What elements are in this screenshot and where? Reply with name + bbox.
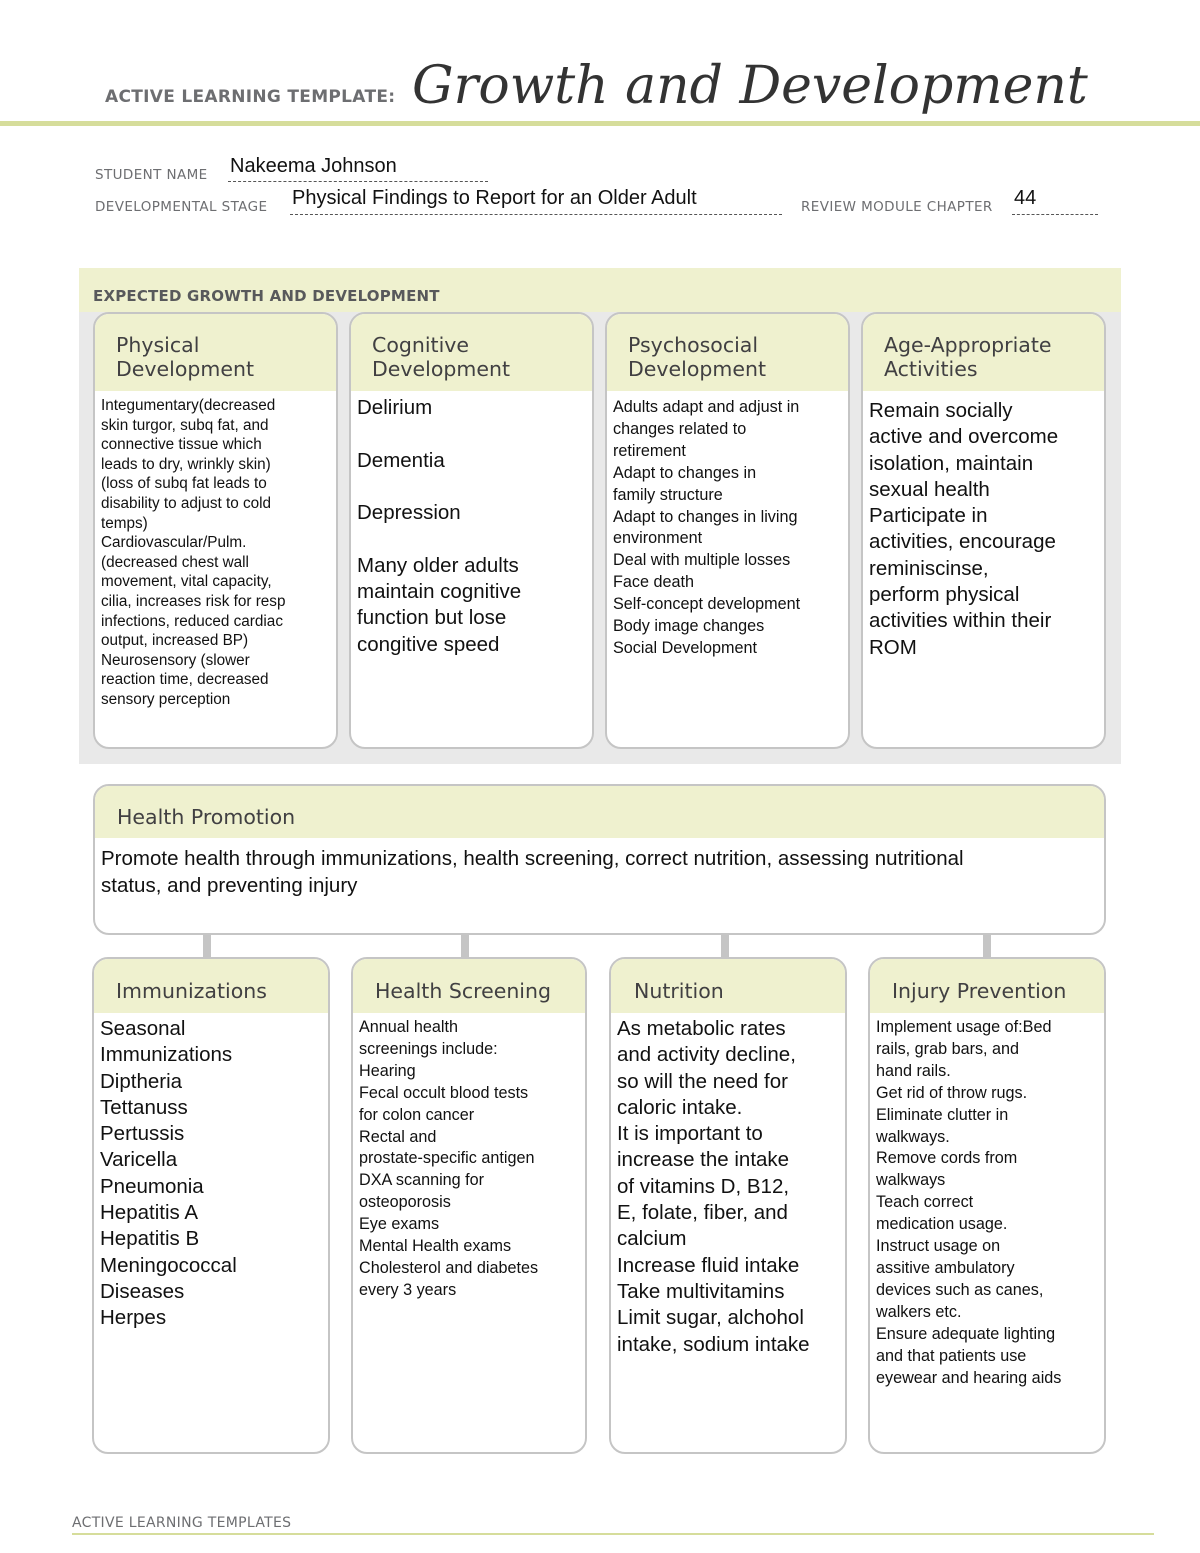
age-appropriate-activities-title: Age-Appropriate Activities (863, 314, 1104, 391)
review-chapter-underline (1012, 214, 1098, 215)
student-name-label: STUDENT NAME (95, 167, 208, 183)
connector-injury-prevention (983, 935, 991, 959)
page-title: Growth and Development (412, 56, 1088, 116)
nutrition-title: Nutrition (611, 959, 845, 1013)
nutrition-text: As metabolic rates and activity decline, so will the need for caloric intake. It is important to increase the intake of vitamins D, B12, E, folate, fiber, and calcium Increase fluid intake Take multivitamins Limit sugar, alchohol intake, sodium intake (617, 1017, 810, 1356)
footer-divider (72, 1533, 1154, 1535)
student-name-value: Nakeema Johnson (230, 155, 397, 177)
immunizations-text: Seasonal Immunizations Diptheria Tettanuss Pertussis Varicella Pneumonia Hepatitis A Hepatitis B Meningococcal Diseases Herpes (100, 1017, 237, 1330)
immunizations-card (92, 957, 330, 1454)
physical-development-text: Integumentary(decreased skin turgor, subq fat, and connective tissue which leads to dry, wrinkly skin) (loss of subq fat leads to disability to adjust to cold temps) Cardiovascular/Pulm. (decreased chest wall movement, vital capacity, cilia, increases risk for resp infections, reduced cardiac output, increased BP) Neurosensory (slower reaction time, decreased sensory perception (101, 397, 286, 708)
review-chapter-label: REVIEW MODULE CHAPTER (801, 199, 993, 215)
health-screening-card (351, 957, 587, 1454)
header-divider (0, 121, 1200, 126)
cognitive-development-title: Cognitive Development (351, 314, 592, 391)
developmental-stage-label: DEVELOPMENTAL STAGE (95, 199, 268, 215)
injury-prevention-text: Implement usage of:Bed rails, grab bars, and hand rails. Get rid of throw rugs. Eliminate clutter in walkways. Remove cords from walkways Teach correct medication usage. Instruct usage on assitive ambulatory devices such as canes, walkers etc. Ensure adequate lighting and that patients use eyewear and hearing aids (876, 1018, 1062, 1387)
expected-growth-title: EXPECTED GROWTH AND DEVELOPMENT (93, 287, 440, 305)
template-label: ACTIVE LEARNING TEMPLATE: (105, 87, 396, 107)
footer-label: ACTIVE LEARNING TEMPLATES (72, 1515, 292, 1531)
cognitive-development-text: Delirium Dementia Depression Many older adults maintain cognitive function but lose congitive speed (357, 396, 522, 656)
health-promotion-title: Health Promotion (95, 786, 1104, 838)
review-chapter-value: 44 (1014, 187, 1037, 209)
psychosocial-development-title: Psychosocial Development (607, 314, 848, 391)
nutrition-card (609, 957, 847, 1454)
psychosocial-development-text: Adults adapt and adjust in changes related to retirement Adapt to changes in family structure Adapt to changes in living environment Deal with multiple losses Face death Self-concept development Body image changes Social Development (613, 398, 801, 657)
student-name-underline (228, 181, 488, 182)
developmental-stage-underline (290, 214, 782, 215)
immunizations-title: Immunizations (94, 959, 328, 1013)
age-appropriate-activities-text: Remain socially active and overcome isolation, maintain sexual health Participate in activities, encourage reminiscinse, perform physical activities within their ROM (869, 399, 1059, 659)
injury-prevention-card (868, 957, 1106, 1454)
connector-health-screening (461, 935, 469, 959)
cognitive-development-card (349, 312, 594, 749)
age-appropriate-activities-card (861, 312, 1106, 749)
physical-development-title: Physical Development (95, 314, 336, 391)
psychosocial-development-card (605, 312, 850, 749)
developmental-stage-value: Physical Findings to Report for an Older Adult (292, 187, 697, 209)
health-promotion-card (93, 784, 1106, 935)
health-screening-title: Health Screening (353, 959, 585, 1013)
connector-immunizations (203, 935, 211, 959)
health-screening-text: Annual health screenings include: Hearing Fecal occult blood tests for colon cancer Rectal and prostate-specific antigen DXA scanning for osteoporosis Eye exams Mental Health exams Cholesterol and diabetes every 3 years (359, 1018, 539, 1299)
physical-development-card (93, 312, 338, 749)
health-promotion-text: Promote health through immunizations, health screening, correct nutrition, assessing nutritional status, and preventing injury (101, 847, 964, 897)
connector-nutrition (721, 935, 729, 959)
injury-prevention-title: Injury Prevention (870, 959, 1104, 1013)
